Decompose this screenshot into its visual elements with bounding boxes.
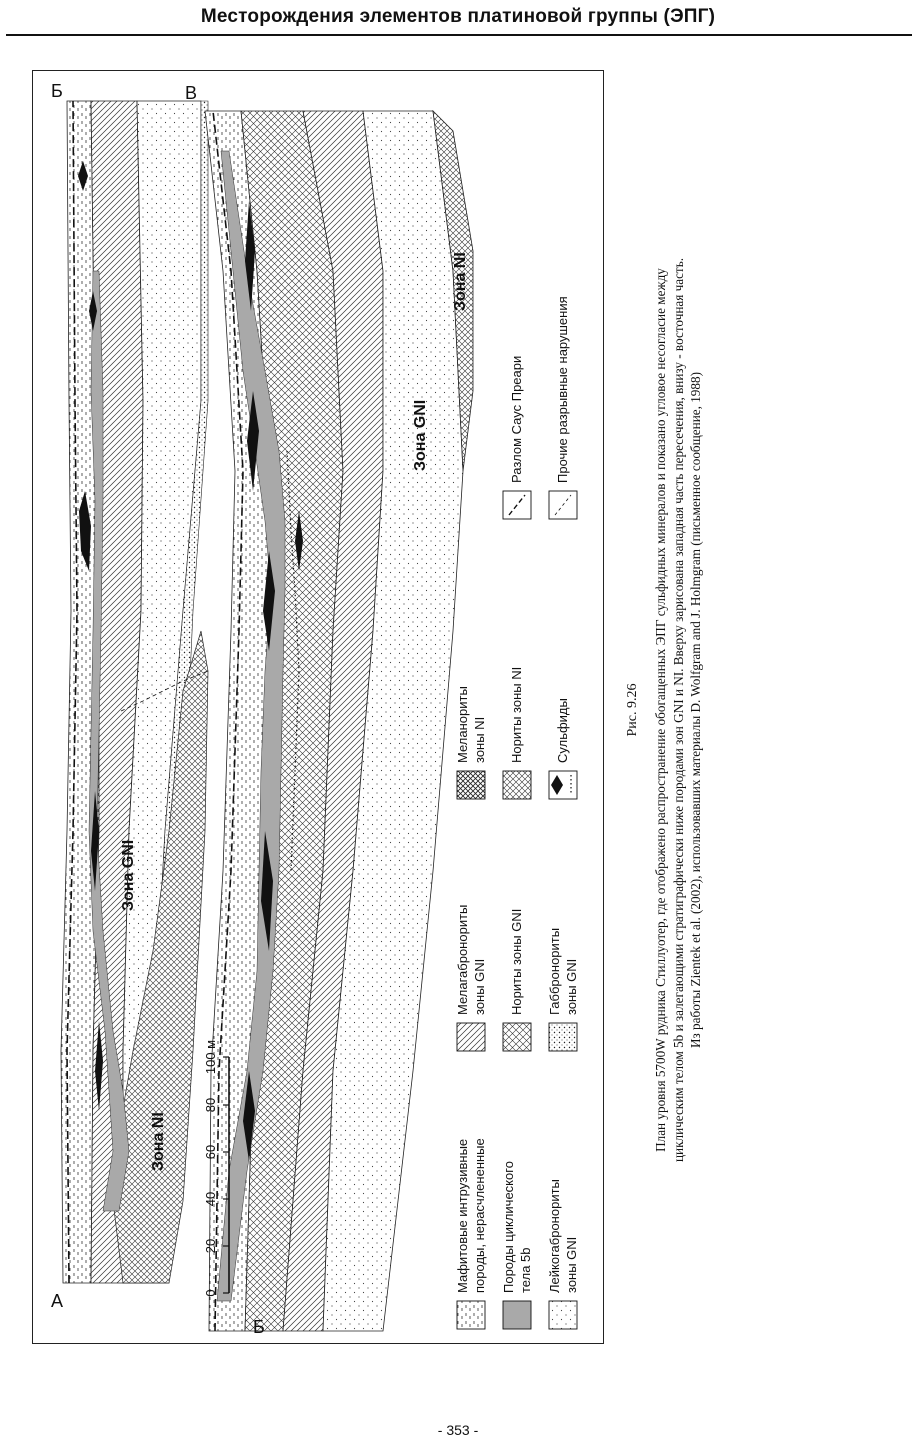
scale-tick-label: 20: [203, 1238, 218, 1254]
zone-label-ni-upper: Зона NI: [150, 1112, 167, 1171]
section-label-a: А: [51, 1291, 64, 1311]
figure-label: Рис. 9.26: [625, 683, 640, 737]
legend-label-cyclic-1: Породы циклического: [501, 1161, 516, 1293]
legend-label-gabbro-2: зоны GNI: [564, 958, 579, 1015]
caption-line: План уровня 5700W рудника Стиллуотер, где отображено распространение обогащенных ЭПГ сульфидных минералов и показано угловое несогласие между: [653, 268, 668, 1152]
caption-line: Из работы Zientek et al. (2002), использовавших материалы D. Wolfgram and J. Holmgram (письменное сообщение, 1988): [688, 372, 703, 1048]
section-label-b-left: Б: [253, 1317, 265, 1337]
caption-line: циклическим телом 5b и залегающими стратиграфически ниже породами зон GNI и NI. Вверху зарисована западная часть пересечения, внизу - восточная часть.: [670, 257, 686, 1163]
section-label-v: В: [185, 83, 198, 103]
legend-swatch-leuco: [549, 1301, 577, 1329]
scale-tick-label: 100 м: [203, 1039, 218, 1075]
scale-tick-label: 60: [203, 1144, 218, 1160]
legend-swatch-mela: [457, 1023, 485, 1051]
legend-swatch-norite-ni: [503, 771, 531, 799]
legend-label-leuco-2: зоны GNI: [564, 1236, 579, 1293]
legend-swatch-melan-ni: [457, 771, 485, 799]
legend-label-mela-2: зоны GNI: [472, 958, 487, 1015]
legend: [455, 296, 579, 1329]
header-rule: [6, 34, 912, 36]
legend-label-sulfide: Сульфиды: [555, 698, 570, 763]
legend-label-melan-ni-2: зоны NI: [472, 716, 487, 763]
legend-swatch-cyclic: [503, 1301, 531, 1329]
legend-label-mela-1: Мелагабронориты: [455, 904, 470, 1015]
page-number: - 353 -: [437, 1422, 479, 1438]
caption-rotated: [610, 80, 705, 1340]
zone-label-gni-upper: Зона GNI: [120, 839, 137, 911]
legend-swatch-mafic: [457, 1301, 485, 1329]
zone-label-ni-lower: Зона NI: [452, 252, 469, 311]
legend-label-melan-ni-1: Меланориты: [455, 686, 470, 763]
legend-label-norite-ni: Нориты зоны NI: [509, 666, 524, 763]
legend-label-mafic-1: Мафитовые интрузивные: [455, 1138, 470, 1293]
scale-tick-label: 80: [203, 1097, 218, 1113]
scale-tick-label: 0: [203, 1289, 218, 1297]
legend-label-gabbro-1: Габбронориты: [547, 927, 562, 1015]
figure-caption: [610, 80, 710, 1340]
legend-label-fault-prairie: Разлом Саус Преари: [509, 355, 524, 483]
legend-swatch-gabbro: [549, 1023, 577, 1051]
legend-label-leuco-1: Лейкогабронориты: [547, 1179, 562, 1293]
geologic-map: [33, 71, 603, 1343]
section-label-b-top: Б: [51, 81, 63, 101]
legend-swatch-norite-gni: [503, 1023, 531, 1051]
legend-label-fault-other: Прочие разрывные нарушения: [555, 296, 570, 483]
legend-label-mafic-2: породы, нерасчлененные: [472, 1138, 487, 1293]
legend-label-cyclic-2: тела 5b: [518, 1247, 533, 1293]
section-a-b: [51, 81, 208, 1311]
zone-label-gni-lower: Зона GNI: [412, 399, 429, 471]
figure-frame: [32, 70, 604, 1344]
running-header: Месторождения элементов платиновой группы (ЭПГ): [200, 6, 716, 27]
legend-label-norite-gni: Нориты зоны GNI: [509, 908, 524, 1015]
scale-tick-label: 40: [203, 1191, 218, 1207]
